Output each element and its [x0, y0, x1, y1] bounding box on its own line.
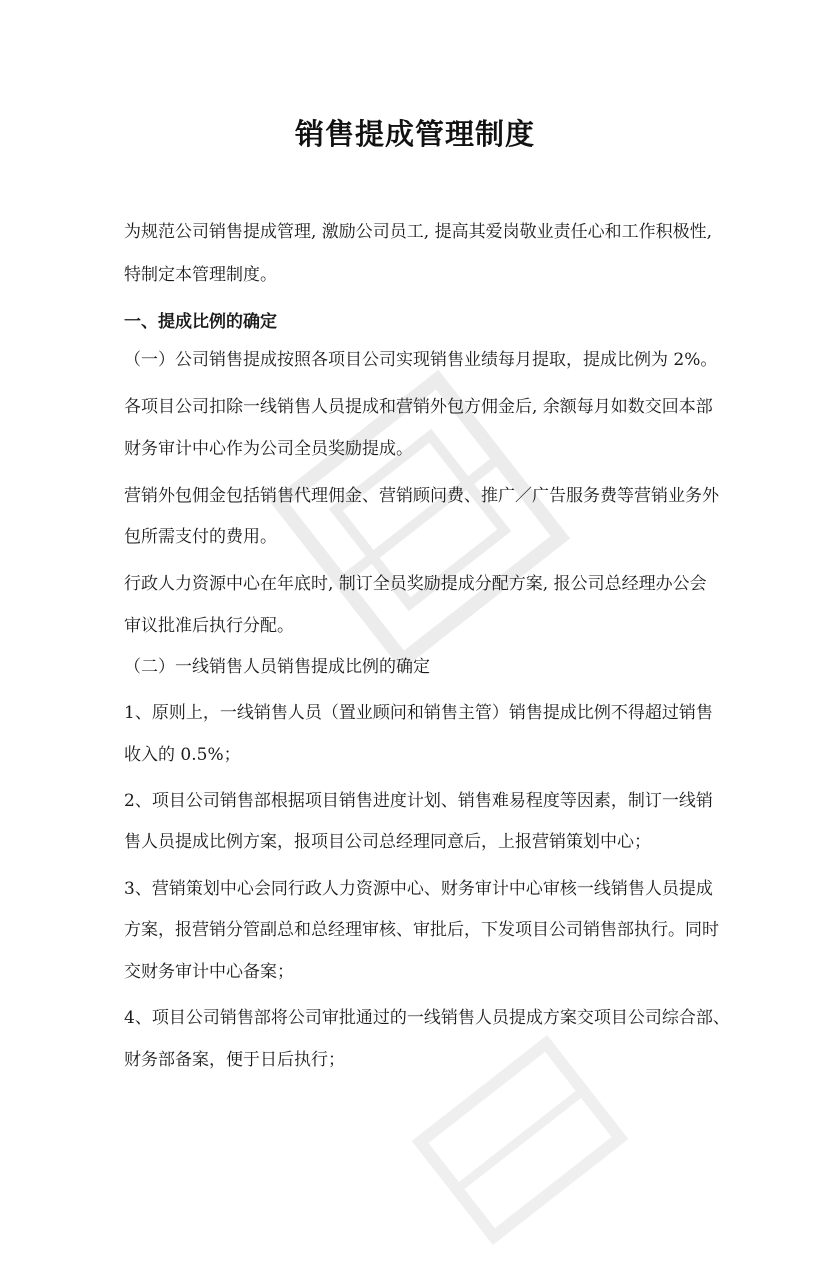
list-item-line: 1、原则上，一线销售人员（置业顾问和销售主管）销售提成比例不得超过销售	[124, 703, 713, 723]
paragraph-line: 审议批准后执行分配。	[124, 616, 294, 636]
document-title: 销售提成管理制度	[294, 117, 535, 151]
subsection-line: （一）公司销售提成按照各项目公司实现销售业绩每月提取，提成比例为 2%。	[124, 350, 718, 370]
list-item-line: 收入的 0.5%；	[124, 745, 241, 765]
paragraph-line: 特制定本管理制度。	[124, 265, 277, 285]
paragraph-line: 营销外包佣金包括销售代理佣金、营销顾问费、推广／广告服务费等营销业务外	[124, 486, 719, 506]
list-item-line: 售人员提成比例方案，报项目公司总经理同意后，上报营销策划中心；	[124, 832, 651, 852]
list-item-line: 财务部备案，便于日后执行；	[124, 1050, 345, 1070]
paragraph-line: 为规范公司销售提成管理, 激励公司员工, 提高其爱岗敬业责任心和工作积极性,	[124, 222, 713, 242]
subsection-heading: （二）一线销售人员销售提成比例的确定	[124, 657, 430, 677]
watermark-logo	[238, 338, 603, 703]
section-heading: 一、提成比例的确定	[124, 312, 277, 332]
paragraph-line: 行政人力资源中心在年底时, 制订全员奖励提成分配方案, 报公司总经理办公会	[124, 574, 707, 594]
paragraph-line: 财务审计中心作为公司全员奖励提成。	[124, 439, 413, 459]
list-item-line: 交财务审计中心备案；	[124, 962, 294, 982]
list-item-line: 3、营销策划中心会同行政人力资源中心、财务审计中心审核一线销售人员提成	[124, 879, 713, 899]
list-item-line: 4、项目公司销售部将公司审批通过的一线销售人员提成方案交项目公司综合部、	[124, 1008, 730, 1028]
watermark-logo-bottom	[392, 1015, 648, 1264]
list-item-line: 方案，报营销分管副总和总经理审核、审批后，下发项目公司销售部执行。同时	[124, 920, 719, 940]
list-item-line: 2、项目公司销售部根据项目销售进度计划、销售难易程度等因素，制订一线销	[124, 791, 713, 811]
paragraph-line: 各项目公司扣除一线销售人员提成和营销外包方佣金后, 余额每月如数交回本部	[124, 397, 713, 417]
paragraph-line: 包所需支付的费用。	[124, 527, 277, 547]
